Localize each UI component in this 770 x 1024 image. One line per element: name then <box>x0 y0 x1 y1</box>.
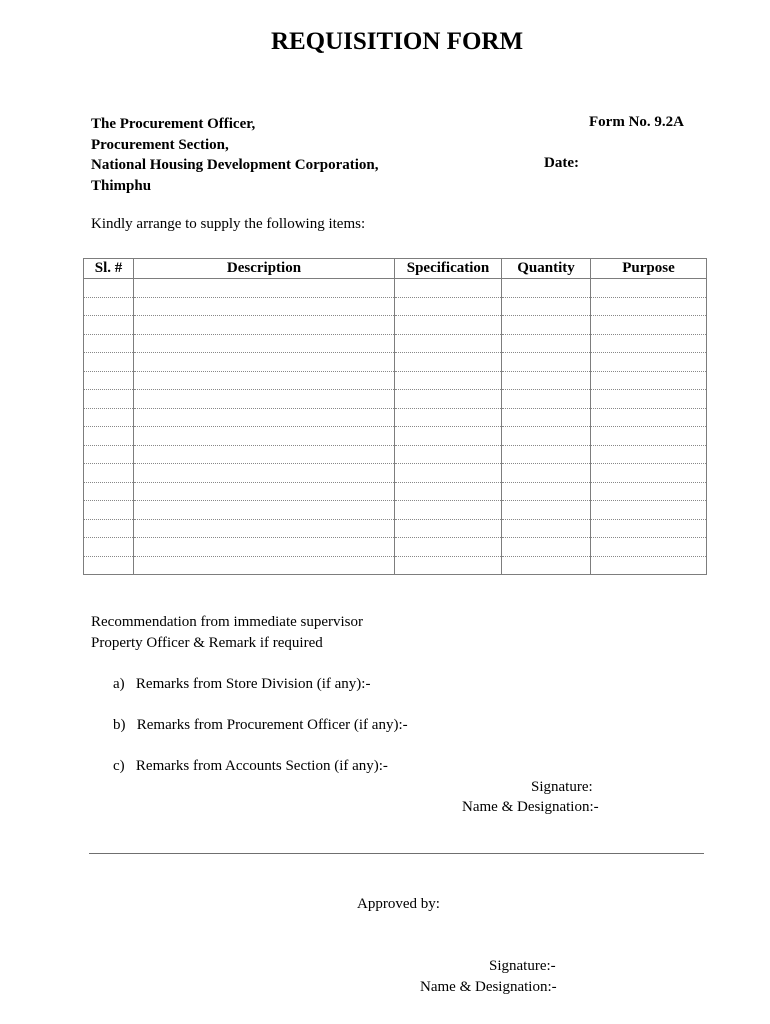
table-cell[interactable] <box>395 519 502 538</box>
table-cell[interactable] <box>134 353 395 372</box>
recipient-address <box>91 114 379 196</box>
page-title: REQUISITION FORM <box>270 28 524 55</box>
column-header-sl: Sl. # <box>84 259 134 279</box>
date-label: Date: <box>544 155 579 171</box>
table-row <box>84 297 707 316</box>
table-cell[interactable] <box>84 519 134 538</box>
table-cell[interactable] <box>591 390 707 409</box>
table-cell[interactable] <box>84 353 134 372</box>
table-cell[interactable] <box>591 408 707 427</box>
address-line-3: National Housing Development Corporation, <box>91 157 379 173</box>
approved-by-label: Approved by: <box>357 896 440 912</box>
signature-label-1: Signature: <box>531 779 593 795</box>
table-row <box>84 445 707 464</box>
table-cell[interactable] <box>502 316 591 335</box>
table-header-row <box>84 259 707 279</box>
table-row <box>84 482 707 501</box>
table-cell[interactable] <box>502 371 591 390</box>
column-header-quantity: Quantity <box>502 259 591 279</box>
table-cell[interactable] <box>591 316 707 335</box>
table-cell[interactable] <box>134 371 395 390</box>
table-cell[interactable] <box>134 556 395 575</box>
table-cell[interactable] <box>502 445 591 464</box>
table-cell[interactable] <box>134 316 395 335</box>
table-cell[interactable] <box>84 482 134 501</box>
table-cell[interactable] <box>134 464 395 483</box>
table-cell[interactable] <box>395 408 502 427</box>
table-cell[interactable] <box>591 538 707 557</box>
table-cell[interactable] <box>134 501 395 520</box>
recommendation-line-2: Property Officer & Remark if required <box>91 635 323 651</box>
form-number: Form No. 9.2A <box>589 114 684 130</box>
table-cell[interactable] <box>502 334 591 353</box>
table-cell[interactable] <box>395 390 502 409</box>
table-cell[interactable] <box>591 353 707 372</box>
table-cell[interactable] <box>502 556 591 575</box>
table-cell[interactable] <box>502 390 591 409</box>
table-cell[interactable] <box>591 297 707 316</box>
table-cell[interactable] <box>591 334 707 353</box>
address-line-2: Procurement Section, <box>91 136 229 153</box>
table-cell[interactable] <box>84 297 134 316</box>
table-cell[interactable] <box>591 482 707 501</box>
table-cell[interactable] <box>134 482 395 501</box>
table-cell[interactable] <box>395 297 502 316</box>
column-header-description: Description <box>134 259 395 279</box>
table-cell[interactable] <box>502 279 591 298</box>
table-cell[interactable] <box>395 538 502 557</box>
column-header-purpose: Purpose <box>591 259 707 279</box>
table-cell[interactable] <box>395 427 502 446</box>
table-cell[interactable] <box>84 279 134 298</box>
table-cell[interactable] <box>84 371 134 390</box>
table-row <box>84 353 707 372</box>
section-divider <box>89 853 704 854</box>
table-cell[interactable] <box>134 390 395 409</box>
table-row <box>84 408 707 427</box>
table-row <box>84 371 707 390</box>
table-row <box>84 556 707 575</box>
table-row <box>84 334 707 353</box>
signature-label-2: Signature:- <box>489 958 556 974</box>
recommendation-line-1: Recommendation from immediate supervisor <box>91 614 364 630</box>
table-cell[interactable] <box>395 279 502 298</box>
table-cell[interactable] <box>395 334 502 353</box>
table-cell[interactable] <box>395 353 502 372</box>
table-cell[interactable] <box>84 445 134 464</box>
table-cell[interactable] <box>591 427 707 446</box>
name-designation-label-2: Name & Designation:- <box>420 979 557 995</box>
address-line-4: Thimphu <box>91 177 152 194</box>
table-cell[interactable] <box>84 390 134 409</box>
table-cell[interactable] <box>502 408 591 427</box>
table-cell[interactable] <box>134 538 395 557</box>
table-row <box>84 279 707 298</box>
items-table-body <box>84 279 707 575</box>
remark-store-division: a) Remarks from Store Division (if any):- <box>113 676 371 692</box>
table-cell[interactable] <box>134 297 395 316</box>
table-row <box>84 538 707 557</box>
table-cell[interactable] <box>502 538 591 557</box>
table-row <box>84 390 707 409</box>
table-cell[interactable] <box>395 371 502 390</box>
table-cell[interactable] <box>502 427 591 446</box>
name-designation-label-1: Name & Designation:- <box>462 799 599 815</box>
table-cell[interactable] <box>591 556 707 575</box>
table-cell[interactable] <box>591 279 707 298</box>
table-cell[interactable] <box>591 371 707 390</box>
items-table <box>83 258 707 575</box>
table-cell[interactable] <box>502 501 591 520</box>
table-cell[interactable] <box>84 408 134 427</box>
table-cell[interactable] <box>591 445 707 464</box>
table-cell[interactable] <box>502 353 591 372</box>
table-cell[interactable] <box>502 297 591 316</box>
table-cell[interactable] <box>502 464 591 483</box>
remark-procurement-officer: b) Remarks from Procurement Officer (if any):- <box>113 717 408 733</box>
table-row <box>84 501 707 520</box>
address-line-1: The Procurement Officer, <box>91 116 256 132</box>
table-cell[interactable] <box>591 519 707 538</box>
table-cell[interactable] <box>395 556 502 575</box>
intro-text: Kindly arrange to supply the following items: <box>91 216 366 232</box>
table-row <box>84 464 707 483</box>
table-row <box>84 427 707 446</box>
table-cell[interactable] <box>395 445 502 464</box>
table-cell[interactable] <box>84 501 134 520</box>
table-cell[interactable] <box>134 519 395 538</box>
table-row <box>84 519 707 538</box>
remark-accounts-section: c) Remarks from Accounts Section (if any):- <box>113 758 388 774</box>
table-cell[interactable] <box>395 482 502 501</box>
table-cell[interactable] <box>84 538 134 557</box>
table-cell[interactable] <box>502 482 591 501</box>
table-cell[interactable] <box>395 316 502 335</box>
table-cell[interactable] <box>134 334 395 353</box>
table-cell[interactable] <box>134 445 395 464</box>
table-row <box>84 316 707 335</box>
table-cell[interactable] <box>395 501 502 520</box>
table-cell[interactable] <box>134 427 395 446</box>
table-cell[interactable] <box>591 464 707 483</box>
table-cell[interactable] <box>84 334 134 353</box>
table-cell[interactable] <box>395 464 502 483</box>
table-cell[interactable] <box>84 316 134 335</box>
table-cell[interactable] <box>502 519 591 538</box>
table-cell[interactable] <box>84 556 134 575</box>
table-cell[interactable] <box>84 464 134 483</box>
table-cell[interactable] <box>134 408 395 427</box>
table-cell[interactable] <box>591 501 707 520</box>
table-cell[interactable] <box>134 279 395 298</box>
table-cell[interactable] <box>84 427 134 446</box>
column-header-specification: Specification <box>395 259 502 279</box>
